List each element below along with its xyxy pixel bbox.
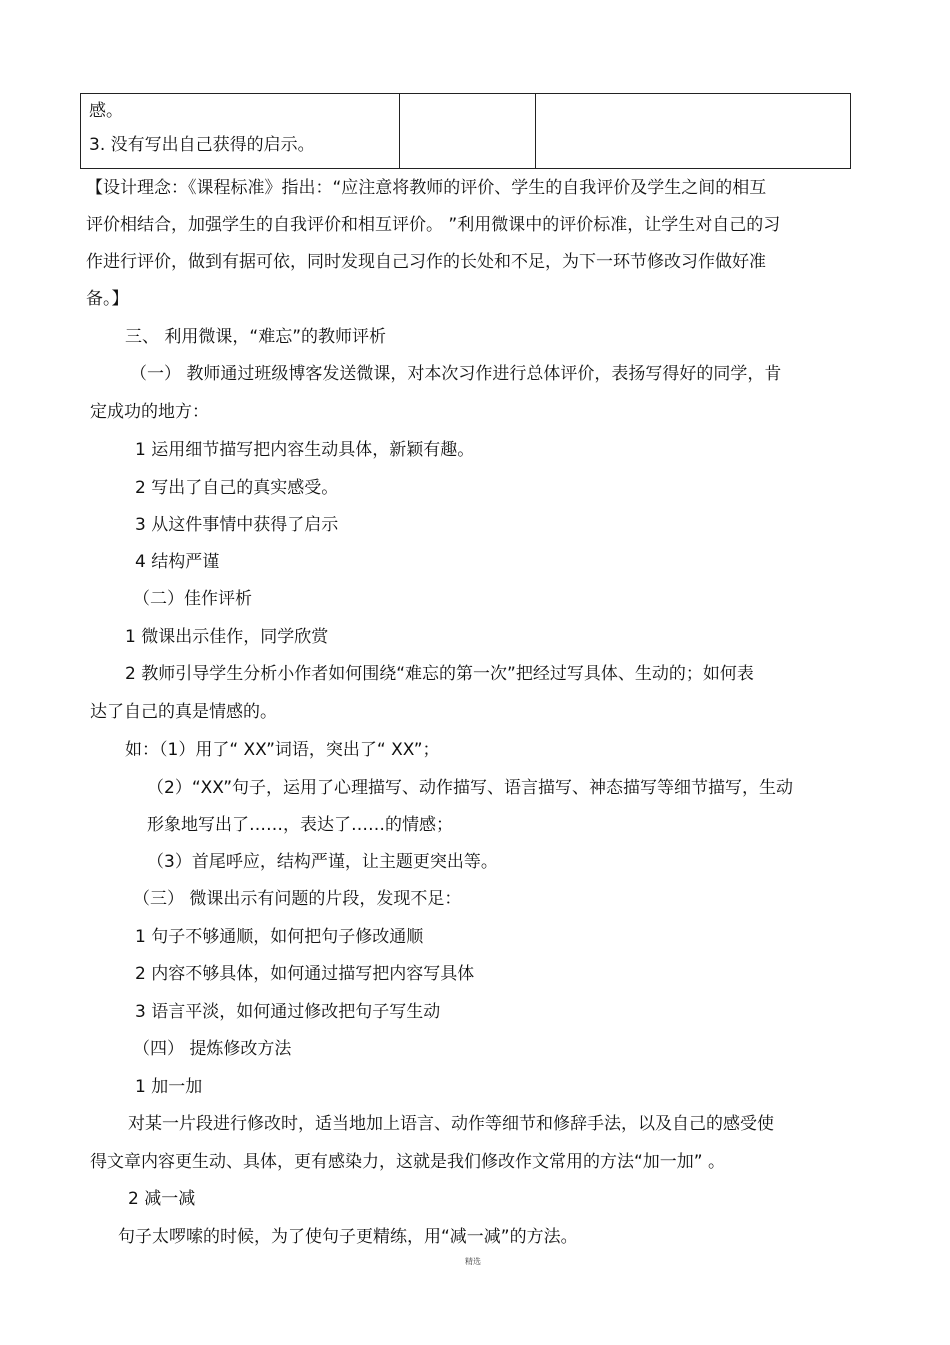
- list-item: 3 语言平淡，如何通过修改把句子写生动: [135, 1002, 441, 1022]
- list-item: 4 结构严谨: [135, 552, 220, 572]
- example-line: 如：（1）用了“ XX”词语，突出了“ XX”；: [125, 740, 440, 760]
- section-heading: 三、 利用微课，“难忘”的教师评析: [125, 327, 387, 347]
- subsection-heading: （一） 教师通过班级博客发送微课，对本次习作进行总体评价，表扬写得好的同学，肯: [130, 364, 782, 384]
- example-line: 形象地写出了……，表达了……的情感；: [147, 815, 453, 835]
- list-item: 2 减一减: [128, 1189, 196, 1209]
- subsection-heading: （三） 微课出示有问题的片段，发现不足：: [133, 889, 462, 909]
- design-concept-line: 评价相结合，加强学生的自我评价和相互评价。 ”利用微课中的评价标准，让学生对自己的习: [86, 215, 781, 235]
- table-cell-text: 感。: [89, 101, 123, 121]
- example-line: （3）首尾呼应，结构严谨，让主题更突出等。: [147, 852, 498, 872]
- example-line: （2）“XX”句子，运用了心理描写、动作描写、语言描写、神态描写等细节描写，生动: [147, 778, 794, 798]
- subsection-heading: （二）佳作评析: [133, 589, 252, 609]
- page-footer: 精选: [465, 1257, 481, 1266]
- table-cell-criteria: [81, 94, 400, 169]
- table-cell-empty: [536, 94, 851, 169]
- list-item: 1 句子不够通顺，如何把句子修改通顺: [135, 927, 424, 947]
- list-item: 2 内容不够具体，如何通过描写把内容写具体: [135, 964, 475, 984]
- list-item: 2 写出了自己的真实感受。: [135, 478, 339, 498]
- list-item: 1 运用细节描写把内容生动具体，新颖有趣。: [135, 440, 475, 460]
- paragraph-line: 得文章内容更生动、具体，更有感染力，这就是我们修改作文常用的方法“加一加” 。: [90, 1152, 726, 1172]
- design-concept-line: 作进行评价，做到有据可依，同时发现自己习作的长处和不足，为下一环节修改习作做好准: [86, 252, 766, 272]
- paragraph-line: 定成功的地方：: [90, 402, 209, 422]
- paragraph-line: 达了自己的真是情感的。: [90, 702, 277, 722]
- table-cell-empty: [400, 94, 536, 169]
- list-item: 3 从这件事情中获得了启示: [135, 515, 339, 535]
- evaluation-table: [80, 93, 851, 169]
- paragraph-line: 句子太啰嗦的时候，为了使句子更精练，用“减一减”的方法。: [118, 1227, 578, 1247]
- table-cell-text: 3. 没有写出自己获得的启示。: [89, 135, 315, 155]
- list-item: 2 教师引导学生分析小作者如何围绕“难忘的第一次”把经过写具体、生动的；如何表: [125, 664, 754, 684]
- subsection-heading: （四） 提炼修改方法: [133, 1039, 292, 1059]
- paragraph-line: 对某一片段进行修改时，适当地加上语言、动作等细节和修辞手法，以及自己的感受使: [128, 1114, 774, 1134]
- table-row: [81, 94, 851, 169]
- design-concept-line: 【设计理念：《课程标准》指出：“应注意将教师的评价、学生的自我评价及学生之间的相互: [86, 178, 767, 198]
- design-concept-line: 备。】: [86, 289, 129, 309]
- list-item: 1 加一加: [135, 1077, 203, 1097]
- list-item: 1 微课出示佳作，同学欣赏: [125, 627, 329, 647]
